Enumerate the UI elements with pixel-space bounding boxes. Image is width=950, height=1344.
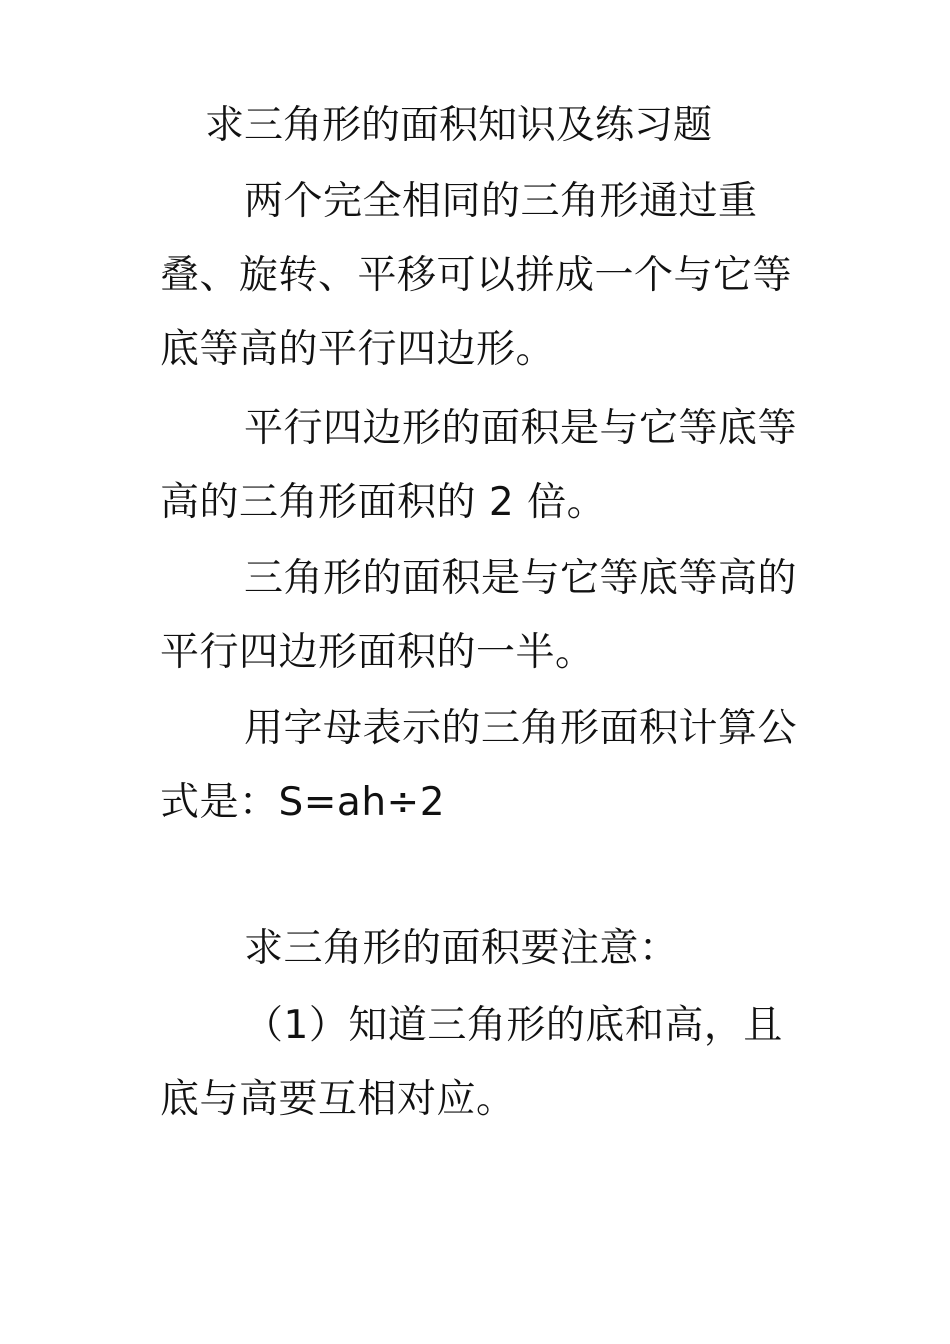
paragraph-note-1: （1）知道三角形的底和高，且底与高要互相对应。 [160,1003,783,1122]
paragraph-triangle-half: 三角形的面积是与它等底等高的平行四边形面积的一半。 [160,556,798,675]
paragraph-parallelogram-double: 平行四边形的面积是与它等底等高的三角形面积的 2 倍。 [160,406,798,525]
paragraph-formula: 用字母表示的三角形面积计算公式是：S=ah÷2 [160,706,798,825]
paragraph-notes-heading: 求三角形的面积要注意： [244,926,679,971]
document-title: 求三角形的面积知识及练习题 [205,103,713,148]
paragraph-composition: 两个完全相同的三角形通过重叠、旋转、平移可以拼成一个与它等底等高的平行四边形。 [160,179,793,372]
